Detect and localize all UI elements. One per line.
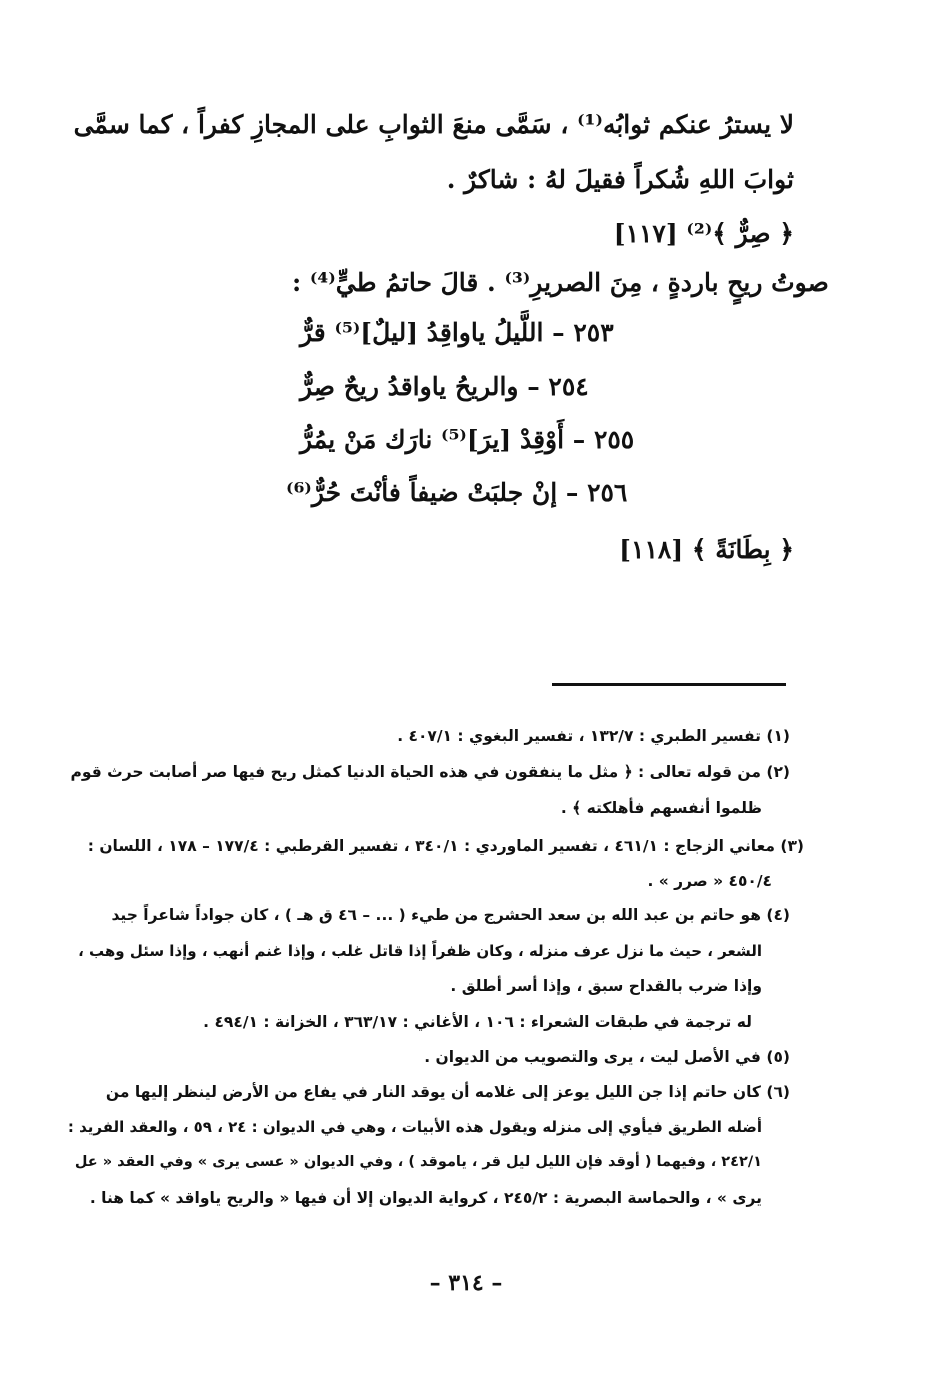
verse-253: ٢٥٣ – اللَّيلُ ياواقِدُ [ليلٌ]⁽⁵⁾ قرٌّ (300, 318, 614, 347)
definition-117: صوتُ ريحٍ باردةٍ ، مِنَ الصريرِ⁽³⁾ . قالَ حاتمُ طيٍّ⁽⁴⁾ : (292, 268, 829, 297)
footnote-6-line-4: يرى » ، والحماسة البصرية : ٢٤٥/٢ ، كرواية الديوان إلا أن فيها « والريح ياواقد » كما هنا . (89, 1189, 762, 1207)
footnote-3-line-2: ٤٥٠/٤ « صرر » . (647, 872, 772, 890)
entry-heading-118: ﴿ بِطَانَةً ﴾ [١١٨] (619, 535, 794, 564)
entry-heading-117: ﴿ صِرٌّ ﴾⁽²⁾ [١١٧] (613, 219, 794, 248)
body-line-1: لا يسترُ عنكم ثوابُه⁽¹⁾ ، سَمَّى منعَ الثوابِ على المجازِ كفراً ، كما سمَّى (73, 110, 794, 139)
footnote-4-line-2: الشعر ، حيث ما نزل عرف منزله ، وكان ظفراً إذا قاتل غلب ، وإذا غنم أنهب ، وإذا سئل وهب ، (78, 942, 762, 960)
footnote-2-line-1: (٢) من قوله تعالى : ﴿ مثل ما ينفقون في هذه الحياة الدنيا كمثل ريح فيها صر أصابت حرث قوم (70, 763, 790, 781)
footnote-3-line-1: (٣) معاني الزجاج : ٤٦١/١ ، تفسير الماوردي : ٣٤٠/١ ، تفسير القرطبي : ١٧٧/٤ – ١٧٨ ، اللسان : (87, 837, 804, 855)
footnote-4-line-3: وإذا ضرب بالقداح سبق ، وإذا أسر أطلق . (450, 977, 762, 995)
footnote-4-line-1: (٤) هو حاتم بن عبد الله بن سعد الحشرج من طيء ( ... – ٤٦ ق هـ ) ، كان جواداً شاعراً جيد (111, 906, 790, 924)
body-line-2: ثوابَ اللهِ شُكراً فقيلَ لهُ : شاكرٌ . (446, 165, 794, 194)
footnote-6-line-3: ٢٤٢/١ ، وفيهما ( أوقد فإن الليل ليل قر ، ياموقد ) ، وفي الديوان « عسى يرى » وفي العقد « عل (74, 1154, 762, 1170)
verse-255: ٢٥٥ – أَوْقِدْ [يرَ]⁽⁵⁾ نارَك مَنْ يمُرُّ (300, 425, 635, 454)
verse-256: ٢٥٦ – إنْ جلبَتْ ضيفاً فأنْتَ حُرٌّ⁽⁶⁾ (286, 478, 628, 507)
footnote-1: (١) تفسير الطبري : ١٣٢/٧ ، تفسير البغوي : ٤٠٧/١ . (397, 727, 790, 745)
footnote-2-line-2: ظلموا أنفسهم فأهلكته ﴾ . (560, 799, 762, 817)
footnote-separator (552, 683, 786, 686)
page-number: – ٣١٤ – (429, 1270, 503, 1296)
footnote-6-line-1: (٦) كان حاتم إذا جن الليل يوعز إلى غلامه أن يوقد النار في يفاع من الأرض لينظر إليها من (105, 1083, 790, 1101)
footnote-5: (٥) في الأصل ليت ، يرى والتصويب من الديوان . (424, 1048, 790, 1066)
verse-254: ٢٥٤ – والريحُ ياواقدُ ريحٌ صِرٌّ (300, 372, 589, 401)
footnote-6-line-2: أضله الطريق فيأوي إلى منزله ويقول هذه الأبيات ، وهي في الديوان : ٢٤ ، ٥٩ ، والعقد الفريد : (67, 1118, 762, 1136)
footnote-4-source: له ترجمة في طبقات الشعراء : ١٠٦ ، الأغاني : ٣٦٣/١٧ ، الخزانة : ٤٩٤/١ . (203, 1013, 752, 1031)
